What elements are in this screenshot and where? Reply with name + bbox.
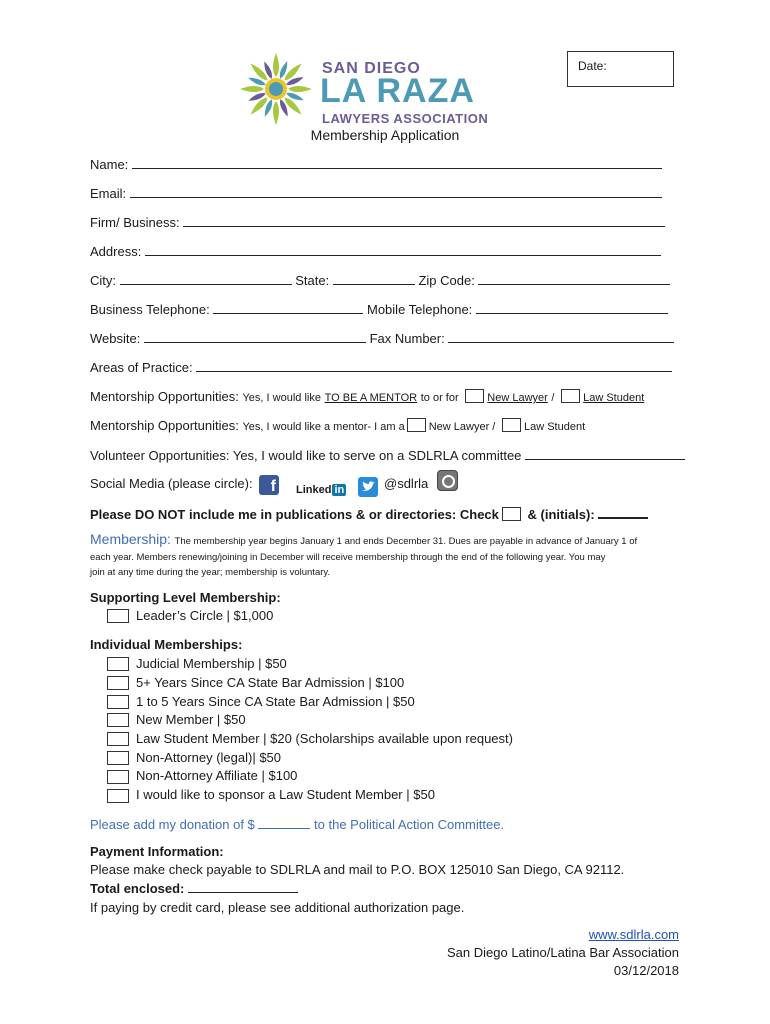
social-label: Social Media (please circle): [90, 476, 253, 491]
zip-label: Zip Code: [418, 273, 475, 288]
firm-field[interactable] [183, 214, 665, 227]
logo-line3: LAWYERS ASSOCIATION [322, 111, 489, 126]
membership-heading: Membership: [90, 531, 171, 547]
fax-label: Fax Number: [369, 331, 445, 346]
membership-text-1: The membership year begins January 1 and ends December 31. Dues are payable in advance of January 1 of [174, 536, 638, 547]
mentor1-opt2: Law Student [583, 392, 645, 404]
mentor2-law-student-checkbox[interactable] [502, 418, 521, 432]
credit-card-note: If paying by credit card, please see additional authorization page. [90, 900, 465, 915]
donation-text-b: to the Political Action Committee. [314, 817, 505, 832]
city-row [90, 272, 670, 288]
individual-heading: Individual Memberships: [90, 637, 243, 652]
mentor2-new-lawyer-checkbox[interactable] [407, 418, 426, 432]
address-field[interactable] [145, 243, 661, 256]
mobile-phone-field[interactable] [476, 301, 668, 314]
total-field[interactable] [188, 880, 298, 893]
name-field[interactable] [132, 156, 662, 169]
supporting-heading: Supporting Level Membership: [90, 590, 281, 605]
business-phone-label: Business Telephone: [90, 302, 210, 317]
donation-row [90, 816, 504, 832]
individual-option-label: 5+ Years Since CA State Bar Admission | $100 [136, 675, 405, 690]
linkedin-text: Linked [296, 484, 332, 496]
email-label: Email: [90, 186, 127, 201]
individual-option-label: Non-Attorney Affiliate | $100 [136, 768, 298, 783]
payment-line1: Please make check payable to SDLRLA and mail to P.O. BOX 125010 San Diego, CA 92112. [90, 862, 625, 877]
state-label: State: [295, 273, 330, 288]
payment-heading: Payment Information: [90, 844, 224, 859]
individual-option-checkbox[interactable] [107, 770, 129, 784]
mentor1-text-c: to or for [420, 392, 459, 404]
individual-option-label: New Member | $50 [136, 712, 246, 727]
supporting-option-checkbox[interactable] [107, 609, 129, 623]
state-field[interactable] [333, 272, 415, 285]
publications-checkbox[interactable] [502, 507, 521, 521]
individual-option-checkbox[interactable] [107, 657, 129, 671]
donation-amount-field[interactable] [258, 816, 310, 829]
mobile-phone-label: Mobile Telephone: [367, 302, 473, 317]
city-field[interactable] [120, 272, 292, 285]
email-field[interactable] [130, 185, 662, 198]
individual-option-label: Non-Attorney (legal)| $50 [136, 750, 282, 765]
sun-logo-icon [230, 52, 326, 127]
volunteer-committee-field[interactable] [525, 447, 685, 460]
address-label: Address: [90, 244, 142, 259]
volunteer-row [90, 447, 685, 463]
publications-initials-field[interactable] [598, 505, 648, 519]
instagram-icon[interactable] [437, 470, 458, 491]
mentor2-opt2: Law Student [523, 421, 586, 433]
footer-website-link[interactable]: www.sdlrla.com [588, 927, 679, 942]
footer-date: 03/12/2018 [613, 963, 679, 978]
publications-text: Please DO NOT include me in publications & or directories: Check [90, 507, 499, 522]
areas-label: Areas of Practice: [90, 360, 193, 375]
mentor1-opt1: New Lawyer [487, 392, 548, 404]
individual-option-checkbox[interactable] [107, 676, 129, 690]
firm-label: Firm/ Business: [90, 215, 180, 230]
facebook-icon[interactable]: f [259, 475, 279, 495]
publications-initials-label: & (initials): [527, 507, 595, 522]
zip-field[interactable] [478, 272, 670, 285]
areas-row [90, 359, 672, 375]
membership-text-2: each year. Members renewing/joining in December will receive membership through the end of the following year. You may [90, 552, 606, 563]
mentor1-new-lawyer-checkbox[interactable] [465, 389, 484, 403]
phone-row [90, 301, 668, 317]
fax-field[interactable] [448, 330, 674, 343]
logo [230, 52, 530, 127]
individual-option-checkbox[interactable] [107, 732, 129, 746]
volunteer-text: Volunteer Opportunities: Yes, I would like to serve on a SDLRLA committee [90, 448, 522, 463]
individual-option-checkbox[interactable] [107, 789, 129, 803]
footer-org: San Diego Latino/Latina Bar Association [447, 945, 679, 960]
total-label: Total enclosed: [90, 881, 185, 896]
donation-text-a: Please add my donation of $ [90, 817, 255, 832]
email-row [90, 185, 662, 201]
mentor-row-1 [90, 389, 644, 404]
twitter-handle: @sdlrla [384, 476, 429, 491]
membership-text-3: join at any time during the year; membership is voluntary. [90, 567, 331, 578]
date-label: Date: [578, 59, 607, 73]
mentor2-opt1: New Lawyer / [428, 421, 496, 433]
supporting-option-label: Leader’s Circle | $1,000 [136, 608, 274, 623]
mentor1-law-student-checkbox[interactable] [561, 389, 580, 403]
membership-info-line1 [90, 531, 637, 547]
website-field[interactable] [144, 330, 366, 343]
city-label: City: [90, 273, 116, 288]
mentor1-sep: / [551, 392, 555, 404]
mentor2-text: Yes, I would like a mentor- I am a [242, 421, 405, 433]
areas-field[interactable] [196, 359, 672, 372]
individual-option-label: Law Student Member | $20 (Scholarships available upon request) [136, 731, 513, 746]
name-label: Name: [90, 157, 129, 172]
address-row [90, 243, 661, 259]
website-row [90, 330, 674, 346]
individual-option-label: 1 to 5 Years Since CA State Bar Admission | $50 [136, 694, 415, 709]
logo-line1: SAN DIEGO [322, 60, 421, 77]
website-label: Website: [90, 331, 141, 346]
total-row [90, 880, 298, 896]
firm-row [90, 214, 665, 230]
twitter-icon[interactable] [358, 477, 378, 497]
name-row [90, 156, 662, 172]
individual-option-label: Judicial Membership | $50 [136, 656, 287, 671]
business-phone-field[interactable] [213, 301, 363, 314]
publications-row [90, 505, 648, 522]
mentor1-label: Mentorship Opportunities: [90, 389, 239, 404]
mentor1-text-b: TO BE A MENTOR [324, 392, 418, 404]
linkedin-in-badge: in [334, 484, 345, 496]
social-row [90, 476, 253, 491]
date-box[interactable] [567, 51, 674, 87]
mentor1-text-a: Yes, I would like [242, 392, 321, 404]
individual-option-checkbox[interactable] [107, 713, 129, 727]
individual-option-checkbox[interactable] [107, 751, 129, 765]
linkedin-icon[interactable] [296, 484, 346, 496]
logo-line2: LA RAZA [320, 72, 475, 110]
mentor-row-2 [90, 418, 585, 433]
individual-option-checkbox[interactable] [107, 695, 129, 709]
page-title: Membership Application [310, 127, 460, 143]
individual-option-label: I would like to sponsor a Law Student Member | $50 [136, 787, 435, 802]
mentor2-label: Mentorship Opportunities: [90, 418, 239, 433]
